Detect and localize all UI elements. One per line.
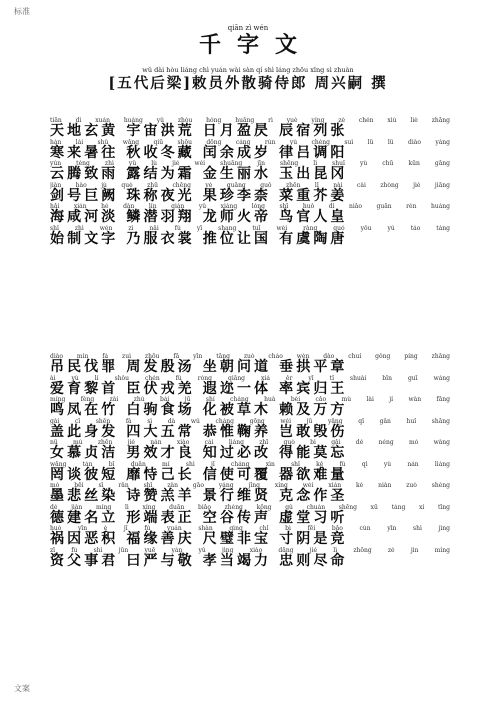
verse-row — [50, 139, 450, 161]
verse-pinyin: mò bēi sī rǎn shī zàn gāo yáng jǐng xíng wéi xián kè niàn zuò shèng — [50, 482, 450, 489]
verse-pinyin: tiān dì xuán huáng yǔ zhòu hóng huāng rì yuè yíng zè chén xiù liè zhāng — [50, 117, 450, 124]
verse-pinyin: míng fèng zài zhú bái jū shí cháng huà bèi cǎo mù lài jí wàn fāng — [50, 396, 450, 403]
verse-text: 资父事君 曰严与敬 孝当竭力 忠则尽命 — [50, 552, 348, 569]
verse-text: 始制文字 乃服衣裳 推位让国 有虞陶唐 — [50, 230, 348, 247]
verse-text: 天地玄黄 宇宙洪荒 日月盈昃 辰宿列张 — [50, 123, 348, 139]
footer-label: 文案 — [14, 684, 30, 693]
verse-row — [50, 353, 450, 375]
page-title: 千字文 — [198, 32, 313, 58]
verse-pinyin: yún téng zhì yǔ lù jié wéi shuāng jīn shēng lì shuǐ yù chū kūn gāng — [50, 160, 450, 167]
verse-text: 祸因恶积 福缘善庆 尺璧非宝 寸阴是竞 — [50, 531, 348, 547]
verse-row — [50, 396, 450, 418]
verse-row — [50, 203, 450, 225]
verse-pinyin: hán lái shǔ wǎng qiū shōu dōng cáng rùn yú chéng suì lǜ lǚ diào yáng — [50, 138, 450, 146]
verse-row — [50, 225, 450, 247]
verse-pinyin: hǎi xián hé dàn lín qián yǔ xiáng lóng shī huǒ dì niǎo guān rén huáng — [50, 203, 450, 210]
verse-text: 剑号巨阙 珠称夜光 果珍李柰 菜重芥姜 — [50, 187, 348, 204]
verse-row — [50, 461, 450, 483]
title-pinyin: qiān zì wén — [227, 24, 269, 32]
verse-text: 德建名立 形端表正 空谷传声 虚堂习听 — [50, 509, 348, 526]
verse-pinyin: diào mín fá zuì zhōu fā yīn tāng zuò cháo wèn dào chuí gǒng píng zhāng — [50, 353, 450, 360]
verse-text: 盖此身发 四大五常 恭惟鞠养 岂敢毁伤 — [50, 423, 348, 440]
verse-pinyin: gài cǐ shēn fà sì dà wǔ cháng gōng wéi jū yǎng qǐ gǎn huǐ shāng — [50, 417, 450, 425]
verse-pinyin: jiàn hào jù què zhū chēng yè guāng guǒ zhēn lǐ nài cài zhòng jiè jiāng — [50, 181, 450, 189]
verse-text: 云腾致雨 露结为霜 金生丽水 玉出昆冈 — [50, 166, 348, 182]
verse-text: 鸣凤在竹 白驹食场 化被草木 赖及万方 — [50, 402, 348, 418]
verse-text: 海咸河淡 鳞潜羽翔 龙师火帝 鸟官人皇 — [50, 209, 348, 225]
verse-section-1 — [50, 117, 450, 246]
author-pinyin: wǔ dài hòu liáng chì yuán wài sàn qí shì láng zhōu xīng sì zhuàn — [142, 66, 354, 74]
verse-pinyin: shǐ zhì wén zì nǎi fú yī shang tuī wèi ràng guó yǒu yú táo táng — [50, 224, 450, 232]
header-label: 标准 — [14, 7, 30, 16]
verse-text: 女慕贞洁 男效才良 知过必改 得能莫忘 — [50, 445, 348, 461]
verse-pinyin: dé jiàn míng lì xíng duān biǎo zhèng kōng gǔ chuán shēng xū táng xí tīng — [50, 503, 450, 511]
verse-pinyin: zī fù shì jūn yuē yán yǔ jìng xiào dāng jié lì zhōng zé jìn mìng — [50, 546, 450, 554]
verse-section-2 — [50, 353, 450, 568]
verse-row — [50, 117, 450, 139]
verse-row — [50, 439, 450, 461]
verse-pinyin: huò yīn è jī fú yuán shàn qìng chǐ bì fēi bǎo cùn yīn shì jìng — [50, 525, 450, 532]
verse-pinyin: nǚ mù zhēn jié nán xiào cái liáng zhī guò bì gǎi dé néng mò wàng — [50, 439, 450, 446]
verse-row — [50, 375, 450, 397]
verse-row — [50, 547, 450, 569]
title-block — [0, 24, 496, 57]
verse-row — [50, 182, 450, 204]
verse-text: 罔谈彼短 靡恃己长 信使可覆 器欲难量 — [50, 466, 348, 483]
author-block — [0, 66, 496, 93]
verse-text: 吊民伐罪 周发殷汤 坐朝问道 垂拱平章 — [50, 359, 348, 375]
verse-row — [50, 504, 450, 526]
verse-pinyin: ài yù lí shǒu chén fú róng qiāng xiá ěr yī tǐ shuài bīn guī wáng — [50, 374, 450, 382]
verse-text: 爱育黎首 臣伏戎羌 遐迩一体 率宾归王 — [50, 380, 348, 397]
verse-row — [50, 525, 450, 547]
verse-text: 寒来暑往 秋收冬藏 闰余成岁 律吕调阳 — [50, 144, 348, 161]
verse-row — [50, 160, 450, 182]
verse-row — [50, 418, 450, 440]
verse-pinyin: wǎng tán bǐ duǎn mí shì jǐ cháng xìn shǐ kě fù qì yù nán liáng — [50, 460, 450, 468]
verse-row — [50, 482, 450, 504]
author-line: [五代后梁]敕员外散骑侍郎 周兴嗣 撰 — [108, 75, 388, 92]
verse-text: 墨悲丝染 诗赞羔羊 景行维贤 克念作圣 — [50, 488, 348, 504]
